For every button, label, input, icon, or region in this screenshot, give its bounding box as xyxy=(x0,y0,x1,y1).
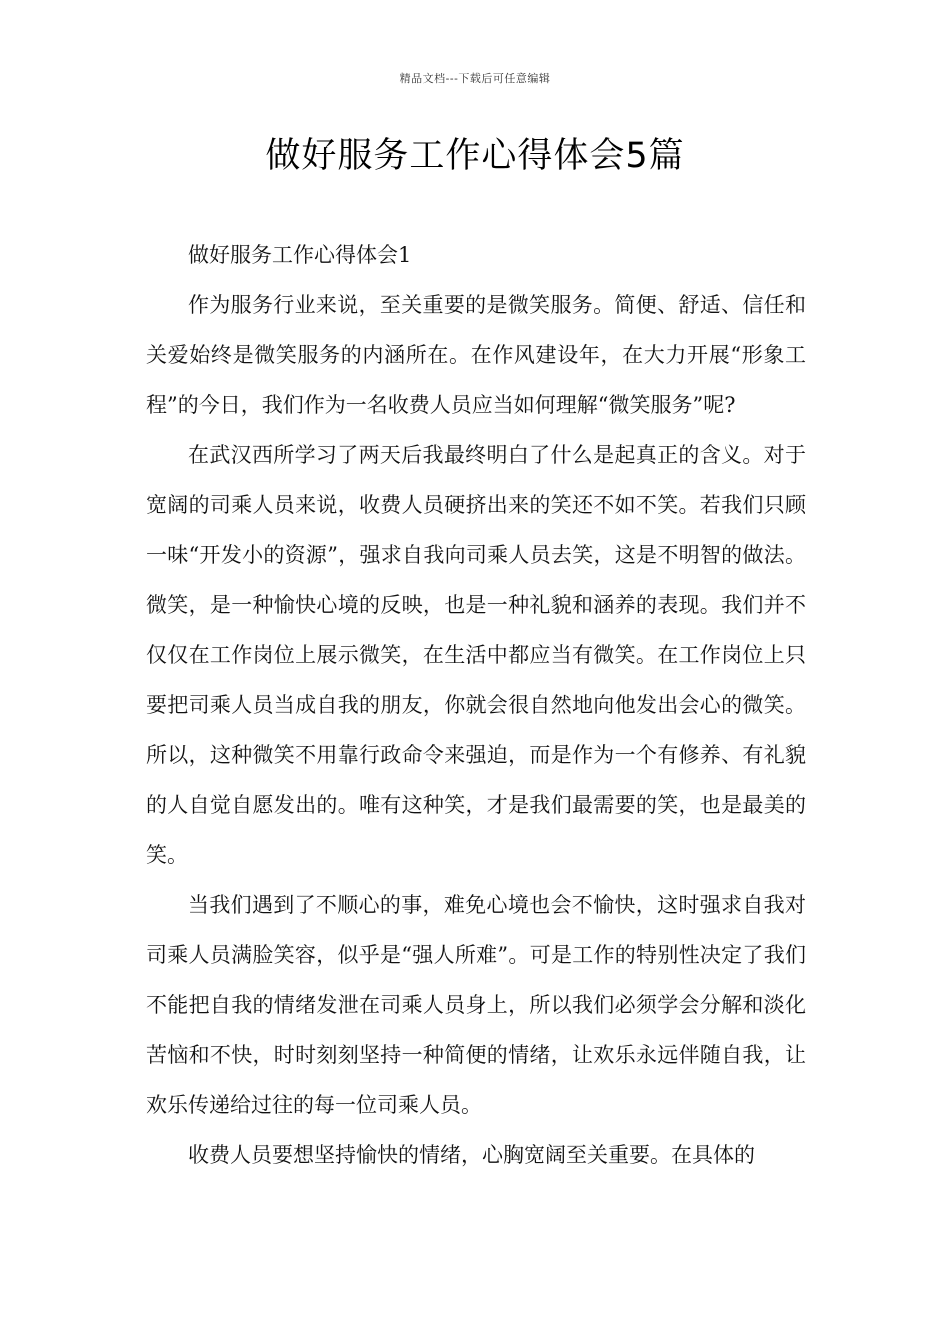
paragraph-1: 作为服务行业来说，至关重要的是微笑服务。简便、舒适、信任和关爱始终是微笑服务的内涵所在。在作风建设年，在大力开展“形象工程”的今日，我们作为一名收费人员应当如何理解“微笑服务”呢? xyxy=(146,293,806,417)
paragraph-2: 在武汉西所学习了两天后我最终明白了什么是起真正的含义。对于宽阔的司乘人员来说，收费人员硬挤出来的笑还不如不笑。若我们只顾一味“开发小的资源”，强求自我向司乘人员去笑，这是不明智的做法。微笑，是一种愉快心境的反映，也是一种礼貌和涵养的表现。我们并不仅仅在工作岗位上展示微笑，在生活中都应当有微笑。在工作岗位上只要把司乘人员当成自我的朋友，你就会很自然地向他发出会心的微笑。所以，这种微笑不用靠行政命令来强迫，而是作为一个有修养、有礼貌的人自觉自愿发出的。唯有这种笑，才是我们最需要的笑，也是最美的笑。 xyxy=(146,443,806,867)
header-note: 精品文档---下载后可任意编辑 xyxy=(399,72,551,85)
document-title: 做好服务工作心得体会5篇 xyxy=(265,136,685,176)
paragraph-4: 收费人员要想坚持愉快的情绪，心胸宽阔至关重要。在具体的 xyxy=(188,1143,755,1167)
document-body xyxy=(146,230,806,1180)
paragraph-3: 当我们遇到了不顺心的事，难免心境也会不愉快，这时强求自我对司乘人员满脸笑容，似乎是“强人所难”。可是工作的特别性决定了我们不能把自我的情绪发泄在司乘人员身上，所以我们必须学会分解和淡化苦恼和不快，时时刻刻坚持一种简便的情绪，让欢乐永远伴随自我，让欢乐传递给过往的每一位司乘人员。 xyxy=(146,893,806,1117)
section-heading: 做好服务工作心得体会1 xyxy=(188,243,412,267)
